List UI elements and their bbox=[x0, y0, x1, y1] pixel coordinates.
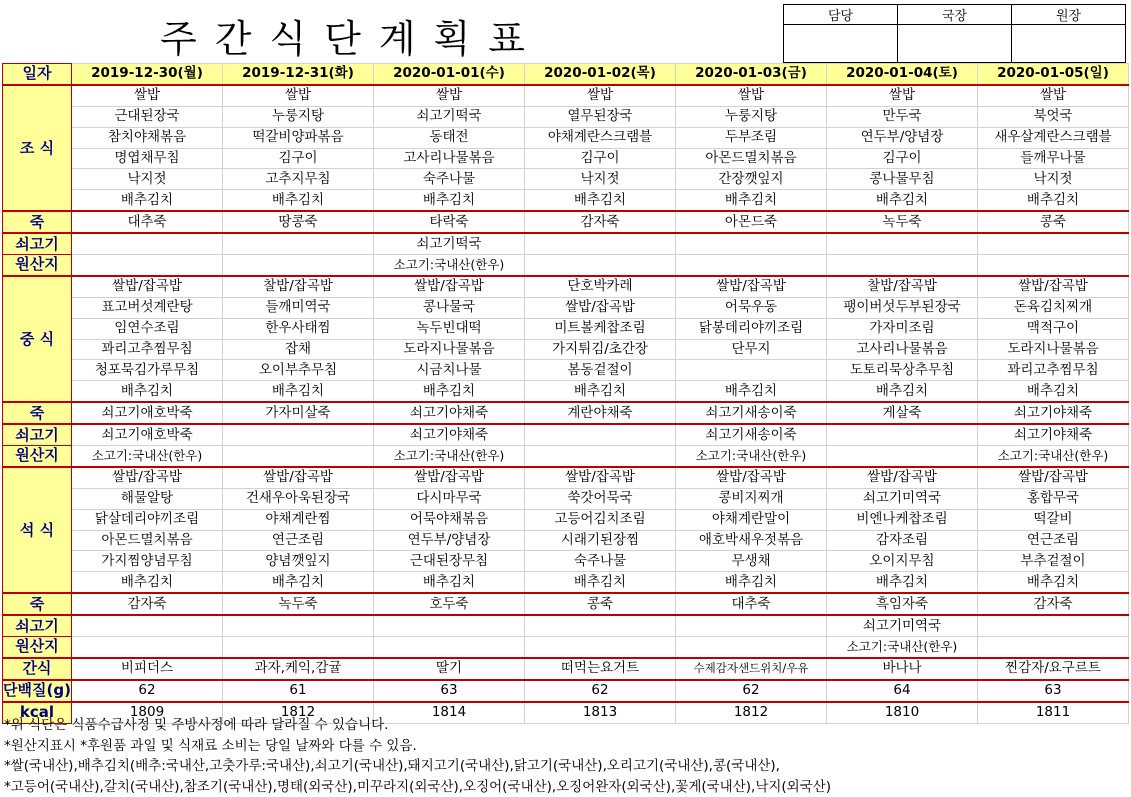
porridge-item: 쇠고기야채죽 bbox=[978, 402, 1129, 424]
menu-item: 김구이 bbox=[525, 148, 676, 169]
row-label: 쇠고기 bbox=[3, 233, 72, 254]
origin-item: 소고기:국내산(한우) bbox=[374, 255, 525, 276]
origin-item bbox=[827, 233, 978, 254]
origin-item bbox=[525, 233, 676, 254]
protein-value: 62 bbox=[525, 680, 676, 702]
porridge-item: 콩죽 bbox=[525, 593, 676, 615]
notes bbox=[4, 715, 831, 797]
menu-item: 쑥갓어묵국 bbox=[525, 488, 676, 509]
menu-item: 표고버섯계란탕 bbox=[72, 297, 223, 318]
menu-item: 해물알탕 bbox=[72, 488, 223, 509]
row-label: 간식 bbox=[3, 658, 72, 680]
menu-item: 쌀밥 bbox=[676, 85, 827, 106]
menu-table bbox=[2, 63, 1129, 724]
date-cell: 2020-01-03(금) bbox=[676, 64, 827, 85]
menu-item: 근대된장국 bbox=[72, 106, 223, 127]
date-cell: 2020-01-02(목) bbox=[525, 64, 676, 85]
menu-item: 야채계란찜 bbox=[223, 509, 374, 530]
menu-item: 가자미조림 bbox=[827, 318, 978, 339]
origin-item bbox=[827, 446, 978, 467]
menu-item: 쇠고기떡국 bbox=[374, 106, 525, 127]
porridge-item: 쇠고기새송이죽 bbox=[676, 402, 827, 424]
menu-item: 들깨무나물 bbox=[978, 148, 1129, 169]
date-cell: 2020-01-04(토) bbox=[827, 64, 978, 85]
menu-item: 애호박새우젓볶음 bbox=[676, 530, 827, 551]
origin-item: 쇠고기떡국 bbox=[374, 233, 525, 254]
menu-item: 쌀밥 bbox=[72, 85, 223, 106]
origin-item bbox=[223, 255, 374, 276]
menu-item: 돈육김치찌개 bbox=[978, 297, 1129, 318]
row-label: 쇠고기 bbox=[3, 615, 72, 636]
menu-item: 낙지젓 bbox=[978, 169, 1129, 190]
page-title: 주간식단계획표 bbox=[160, 8, 543, 63]
row-label: 죽 bbox=[3, 211, 72, 233]
menu-item: 단무지 bbox=[676, 339, 827, 360]
snack-item: 비피더스 bbox=[72, 658, 223, 680]
menu-item: 다시마무국 bbox=[374, 488, 525, 509]
menu-item: 두부조림 bbox=[676, 127, 827, 148]
menu-item: 양념깻잎지 bbox=[223, 551, 374, 572]
menu-item: 간장깻잎지 bbox=[676, 169, 827, 190]
menu-item: 아몬드멸치볶음 bbox=[676, 148, 827, 169]
kcal-value: 1810 bbox=[827, 702, 978, 723]
menu-item: 콩나물국 bbox=[374, 297, 525, 318]
origin-item bbox=[676, 233, 827, 254]
approval-cell[interactable] bbox=[1012, 25, 1126, 63]
menu-item: 한우사태찜 bbox=[223, 318, 374, 339]
porridge-item: 대추죽 bbox=[676, 593, 827, 615]
row-label: 죽 bbox=[3, 593, 72, 615]
date-cell: 2019-12-30(월) bbox=[72, 64, 223, 85]
menu-item: 어묵야채볶음 bbox=[374, 509, 525, 530]
origin-item bbox=[978, 233, 1129, 254]
menu-item: 오이부추무침 bbox=[223, 360, 374, 381]
menu-item: 배추김치 bbox=[525, 572, 676, 593]
menu-item: 배추김치 bbox=[827, 572, 978, 593]
menu-item: 쌀밥/잡곡밥 bbox=[223, 467, 374, 488]
menu-item: 배추김치 bbox=[525, 381, 676, 402]
menu-item: 쌀밥 bbox=[978, 85, 1129, 106]
menu-item: 콩비지찌개 bbox=[676, 488, 827, 509]
approval-cell[interactable] bbox=[898, 25, 1012, 63]
menu-item: 찰밥/잡곡밥 bbox=[827, 276, 978, 297]
snack-item: 과자,케익,감귤 bbox=[223, 658, 374, 680]
menu-item: 쌀밥 bbox=[525, 85, 676, 106]
porridge-item: 흑임자죽 bbox=[827, 593, 978, 615]
row-label: 단백질(g) bbox=[3, 680, 72, 702]
origin-item: 쇠고기야채죽 bbox=[374, 424, 525, 445]
kcal-value: 1812 bbox=[223, 702, 374, 723]
porridge-item: 아몬드죽 bbox=[676, 211, 827, 233]
snack-item: 떠먹는요거트 bbox=[525, 658, 676, 680]
row-label: 원산지 bbox=[3, 446, 72, 467]
menu-item: 쌀밥 bbox=[374, 85, 525, 106]
menu-item: 오이지무침 bbox=[827, 551, 978, 572]
menu-item: 쌀밥/잡곡밥 bbox=[676, 467, 827, 488]
origin-item bbox=[978, 255, 1129, 276]
menu-item: 팽이버섯두부된장국 bbox=[827, 297, 978, 318]
menu-item: 쌀밥/잡곡밥 bbox=[827, 467, 978, 488]
origin-item bbox=[676, 615, 827, 636]
menu-item: 숙주나물 bbox=[374, 169, 525, 190]
origin-item bbox=[374, 615, 525, 636]
origin-item bbox=[525, 255, 676, 276]
menu-item: 열무된장국 bbox=[525, 106, 676, 127]
row-label: 죽 bbox=[3, 402, 72, 424]
menu-item: 배추김치 bbox=[72, 190, 223, 211]
origin-item: 쇠고기미역국 bbox=[827, 615, 978, 636]
menu-item: 어묵우동 bbox=[676, 297, 827, 318]
porridge-item: 쇠고기애호박죽 bbox=[72, 402, 223, 424]
menu-item: 감자조림 bbox=[827, 530, 978, 551]
origin-item bbox=[525, 446, 676, 467]
menu-item: 쌀밥 bbox=[223, 85, 374, 106]
origin-item: 쇠고기애호박죽 bbox=[72, 424, 223, 445]
menu-item: 새우살계란스크램블 bbox=[978, 127, 1129, 148]
menu-item: 배추김치 bbox=[676, 381, 827, 402]
menu-item: 고사리나물볶음 bbox=[827, 339, 978, 360]
menu-item: 만두국 bbox=[827, 106, 978, 127]
menu-item: 비엔나케찹조림 bbox=[827, 509, 978, 530]
menu-item: 연근조림 bbox=[978, 530, 1129, 551]
origin-item bbox=[676, 255, 827, 276]
protein-value: 62 bbox=[72, 680, 223, 702]
menu-item: 홍합무국 bbox=[978, 488, 1129, 509]
menu-item: 가지튀김/초간장 bbox=[525, 339, 676, 360]
snack-item: 바나나 bbox=[827, 658, 978, 680]
origin-item bbox=[525, 637, 676, 658]
menu-item: 배추김치 bbox=[223, 572, 374, 593]
origin-item bbox=[72, 615, 223, 636]
menu-item: 시금치나물 bbox=[374, 360, 525, 381]
menu-item: 부추겉절이 bbox=[978, 551, 1129, 572]
kcal-value: 1811 bbox=[978, 702, 1129, 723]
menu-item: 쌀밥/잡곡밥 bbox=[676, 276, 827, 297]
porridge-item: 감자죽 bbox=[72, 593, 223, 615]
menu-item: 떡갈비양파볶음 bbox=[223, 127, 374, 148]
approval-box bbox=[783, 4, 1126, 63]
menu-item: 배추김치 bbox=[72, 381, 223, 402]
menu-item: 배추김치 bbox=[223, 190, 374, 211]
note-line: *쌀(국내산),배추김치(배추:국내산,고춧가루:국내산),쇠고기(국내산),돼지고기(국내산),닭고기(국내산),오리고기(국내산),콩(국내산), bbox=[4, 756, 831, 777]
protein-value: 63 bbox=[374, 680, 525, 702]
menu-item: 도라지나물볶음 bbox=[374, 339, 525, 360]
porridge-item: 게살죽 bbox=[827, 402, 978, 424]
menu-item: 배추김치 bbox=[72, 572, 223, 593]
menu-item: 명엽채무침 bbox=[72, 148, 223, 169]
menu-item: 도라지나물볶음 bbox=[978, 339, 1129, 360]
origin-item bbox=[223, 637, 374, 658]
menu-item: 낙지젓 bbox=[72, 169, 223, 190]
protein-value: 63 bbox=[978, 680, 1129, 702]
menu-item: 고등어김치조림 bbox=[525, 509, 676, 530]
menu-item: 연두부/양념장 bbox=[827, 127, 978, 148]
origin-item: 소고기:국내산(한우) bbox=[72, 446, 223, 467]
menu-item: 북엇국 bbox=[978, 106, 1129, 127]
snack-item: 찐감자/요구르트 bbox=[978, 658, 1129, 680]
origin-item bbox=[525, 424, 676, 445]
menu-item: 쌀밥/잡곡밥 bbox=[978, 467, 1129, 488]
menu-item: 찰밥/잡곡밥 bbox=[223, 276, 374, 297]
menu-item: 야채계란스크램블 bbox=[525, 127, 676, 148]
protein-value: 64 bbox=[827, 680, 978, 702]
protein-value: 61 bbox=[223, 680, 374, 702]
kcal-value: 1814 bbox=[374, 702, 525, 723]
menu-item: 무생채 bbox=[676, 551, 827, 572]
approval-label: 국장 bbox=[898, 5, 1012, 25]
menu-item: 쌀밥 bbox=[827, 85, 978, 106]
origin-item bbox=[525, 615, 676, 636]
menu-item: 배추김치 bbox=[374, 381, 525, 402]
menu-item: 도토리묵상추무침 bbox=[827, 360, 978, 381]
origin-item bbox=[374, 637, 525, 658]
origin-item: 소고기:국내산(한우) bbox=[827, 637, 978, 658]
menu-item: 배추김치 bbox=[374, 190, 525, 211]
porridge-item: 가자미살죽 bbox=[223, 402, 374, 424]
note-line: *고등어(국내산),갈치(국내산),참조기(국내산),명태(외국산),미꾸라지(외국산),오징어(국내산),오징어완자(외국산),꽃게(국내산),낙지(외국산) bbox=[4, 777, 831, 797]
menu-item: 쌀밥/잡곡밥 bbox=[978, 276, 1129, 297]
menu-item: 배추김치 bbox=[374, 572, 525, 593]
origin-item bbox=[223, 424, 374, 445]
menu-item: 김구이 bbox=[827, 148, 978, 169]
origin-item bbox=[827, 255, 978, 276]
porridge-item: 타락죽 bbox=[374, 211, 525, 233]
menu-item: 단호박카레 bbox=[525, 276, 676, 297]
menu-item: 잡채 bbox=[223, 339, 374, 360]
menu-item: 고사리나물볶음 bbox=[374, 148, 525, 169]
menu-item: 봄동겉절이 bbox=[525, 360, 676, 381]
menu-item: 배추김치 bbox=[676, 190, 827, 211]
menu-item: 쌀밥/잡곡밥 bbox=[525, 467, 676, 488]
origin-item: 소고기:국내산(한우) bbox=[676, 446, 827, 467]
menu-item: 녹두빈대떡 bbox=[374, 318, 525, 339]
row-label: 석 식 bbox=[3, 467, 72, 593]
origin-item bbox=[978, 615, 1129, 636]
menu-item: 쌀밥/잡곡밥 bbox=[72, 276, 223, 297]
origin-item bbox=[978, 637, 1129, 658]
row-label: 중 식 bbox=[3, 276, 72, 402]
menu-item: 동태전 bbox=[374, 127, 525, 148]
row-label: 원산지 bbox=[3, 255, 72, 276]
porridge-item: 계란야채죽 bbox=[525, 402, 676, 424]
note-line: *원산지표시 *후원품 과일 및 식재료 소비는 당일 날짜와 다를 수 있음. bbox=[4, 736, 831, 757]
row-label: 원산지 bbox=[3, 637, 72, 658]
menu-item: 배추김치 bbox=[827, 190, 978, 211]
origin-item: 쇠고기새송이죽 bbox=[676, 424, 827, 445]
menu-item: 건새우아욱된장국 bbox=[223, 488, 374, 509]
menu-item: 쌀밥/잡곡밥 bbox=[374, 276, 525, 297]
menu-item: 배추김치 bbox=[978, 381, 1129, 402]
row-label: 일자 bbox=[3, 64, 72, 85]
menu-item: 아몬드멸치볶음 bbox=[72, 530, 223, 551]
snack-item: 딸기 bbox=[374, 658, 525, 680]
menu-item: 연두부/양념장 bbox=[374, 530, 525, 551]
porridge-item: 녹두죽 bbox=[827, 211, 978, 233]
menu-item: 누룽지탕 bbox=[676, 106, 827, 127]
menu-item: 숙주나물 bbox=[525, 551, 676, 572]
kcal-value: 1813 bbox=[525, 702, 676, 723]
origin-item: 소고기:국내산(한우) bbox=[374, 446, 525, 467]
protein-value: 62 bbox=[676, 680, 827, 702]
menu-item: 연근조림 bbox=[223, 530, 374, 551]
origin-item: 쇠고기야채죽 bbox=[978, 424, 1129, 445]
menu-item: 떡갈비 bbox=[978, 509, 1129, 530]
porridge-item: 녹두죽 bbox=[223, 593, 374, 615]
porridge-item: 대추죽 bbox=[72, 211, 223, 233]
menu-item: 맥적구이 bbox=[978, 318, 1129, 339]
menu-item: 참치야채볶음 bbox=[72, 127, 223, 148]
kcal-value: 1809 bbox=[72, 702, 223, 723]
kcal-value: 1812 bbox=[676, 702, 827, 723]
menu-item: 배추김치 bbox=[827, 381, 978, 402]
menu-item: 배추김치 bbox=[978, 190, 1129, 211]
porridge-item: 감자죽 bbox=[978, 593, 1129, 615]
note-line: *위 식단은 식품수급사정 및 주방사정에 따라 달라질 수 있습니다. bbox=[4, 715, 831, 736]
menu-item: 청포묵김가루무침 bbox=[72, 360, 223, 381]
menu-item: 닭봉데리야끼조림 bbox=[676, 318, 827, 339]
menu-item: 배추김치 bbox=[978, 572, 1129, 593]
porridge-item: 감자죽 bbox=[525, 211, 676, 233]
menu-item: 시래기된장찜 bbox=[525, 530, 676, 551]
porridge-item: 호두죽 bbox=[374, 593, 525, 615]
menu-item: 닭살데리야끼조림 bbox=[72, 509, 223, 530]
date-cell: 2020-01-01(수) bbox=[374, 64, 525, 85]
menu-item: 배추김치 bbox=[676, 572, 827, 593]
menu-item: 콩나물무침 bbox=[827, 169, 978, 190]
menu-item: 임연수조림 bbox=[72, 318, 223, 339]
approval-label: 담당 bbox=[784, 5, 898, 25]
row-label: 조 식 bbox=[3, 85, 72, 211]
menu-item: 배추김치 bbox=[223, 381, 374, 402]
porridge-item: 쇠고기야채죽 bbox=[374, 402, 525, 424]
origin-item bbox=[223, 615, 374, 636]
menu-item: 가지찜양념무침 bbox=[72, 551, 223, 572]
menu-item bbox=[676, 360, 827, 381]
approval-cell[interactable] bbox=[784, 25, 898, 63]
snack-item: 수제감자샌드위치/우유 bbox=[676, 658, 827, 680]
menu-item: 김구이 bbox=[223, 148, 374, 169]
origin-item bbox=[223, 233, 374, 254]
menu-item: 들깨미역국 bbox=[223, 297, 374, 318]
menu-item: 쌀밥/잡곡밥 bbox=[72, 467, 223, 488]
row-label: kcal bbox=[3, 702, 72, 723]
approval-label: 원장 bbox=[1012, 5, 1126, 25]
menu-item: 꽈리고추찜무침 bbox=[72, 339, 223, 360]
porridge-item: 땅콩죽 bbox=[223, 211, 374, 233]
row-label: 쇠고기 bbox=[3, 424, 72, 445]
menu-item: 쇠고기미역국 bbox=[827, 488, 978, 509]
origin-item bbox=[827, 424, 978, 445]
origin-item bbox=[72, 255, 223, 276]
origin-item bbox=[676, 637, 827, 658]
menu-item: 미트볼케찹조림 bbox=[525, 318, 676, 339]
menu-item: 배추김치 bbox=[525, 190, 676, 211]
menu-item: 고추지무침 bbox=[223, 169, 374, 190]
date-cell: 2020-01-05(일) bbox=[978, 64, 1129, 85]
origin-item: 소고기:국내산(한우) bbox=[978, 446, 1129, 467]
menu-item: 야채계란말이 bbox=[676, 509, 827, 530]
origin-item bbox=[223, 446, 374, 467]
menu-item: 쌀밥/잡곡밥 bbox=[374, 467, 525, 488]
menu-item: 낙지젓 bbox=[525, 169, 676, 190]
menu-item: 쌀밥/잡곡밥 bbox=[525, 297, 676, 318]
date-cell: 2019-12-31(화) bbox=[223, 64, 374, 85]
porridge-item: 콩죽 bbox=[978, 211, 1129, 233]
menu-item: 누룽지탕 bbox=[223, 106, 374, 127]
menu-item: 근대된장무침 bbox=[374, 551, 525, 572]
origin-item bbox=[72, 637, 223, 658]
menu-item: 꽈리고추찜무침 bbox=[978, 360, 1129, 381]
origin-item bbox=[72, 233, 223, 254]
